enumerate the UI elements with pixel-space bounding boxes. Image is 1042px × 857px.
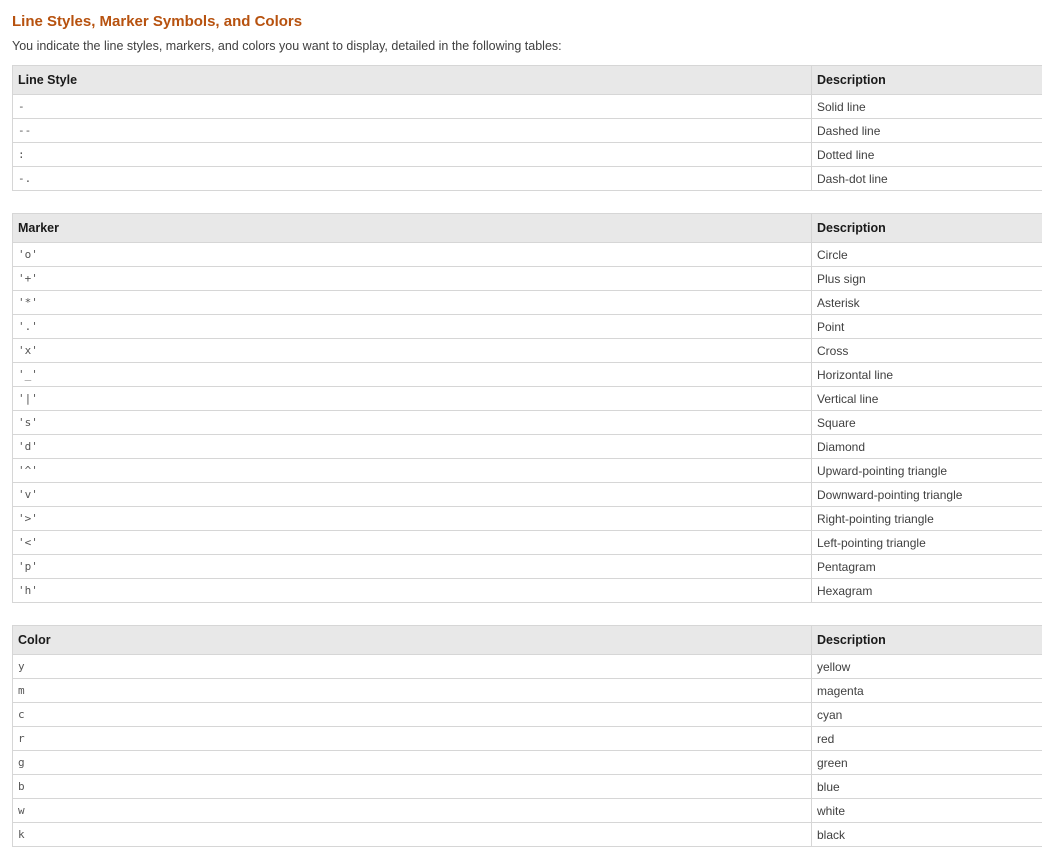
- description-cell: Hexagram: [812, 579, 1042, 603]
- table-header-row: [13, 66, 1042, 95]
- table-row: [13, 95, 1042, 119]
- page-title: Line Styles, Marker Symbols, and Colors: [12, 13, 303, 30]
- table-header-row: [13, 214, 1042, 243]
- code-cell: -.: [13, 167, 812, 191]
- intro-text: You indicate the line styles, markers, and colors you want to display, detailed in the following tables:: [12, 39, 562, 53]
- table-row: [13, 387, 1042, 411]
- table-row: [13, 799, 1042, 823]
- description-cell: blue: [812, 775, 1042, 799]
- marker-table: [12, 213, 1042, 603]
- table-row: [13, 267, 1042, 291]
- code-cell: y: [13, 655, 812, 679]
- description-cell: Square: [812, 411, 1042, 435]
- code-cell: '<': [13, 531, 812, 555]
- description-cell: Downward-pointing triangle: [812, 483, 1042, 507]
- description-cell: Vertical line: [812, 387, 1042, 411]
- table-row: [13, 411, 1042, 435]
- description-cell: white: [812, 799, 1042, 823]
- description-cell: magenta: [812, 679, 1042, 703]
- line-style-table: [12, 65, 1042, 191]
- code-cell: b: [13, 775, 812, 799]
- description-cell: Horizontal line: [812, 363, 1042, 387]
- description-cell: Right-pointing triangle: [812, 507, 1042, 531]
- table-row: [13, 167, 1042, 191]
- code-cell: 'o': [13, 243, 812, 267]
- code-cell: --: [13, 119, 812, 143]
- table-row: [13, 315, 1042, 339]
- description-cell: Cross: [812, 339, 1042, 363]
- code-cell: '*': [13, 291, 812, 315]
- code-cell: c: [13, 703, 812, 727]
- table-header-row: [13, 626, 1042, 655]
- table-row: [13, 655, 1042, 679]
- table-row: [13, 483, 1042, 507]
- table-row: [13, 579, 1042, 603]
- code-cell: k: [13, 823, 812, 847]
- table-row: [13, 703, 1042, 727]
- column-header-marker: Marker: [13, 214, 812, 243]
- table-row: [13, 555, 1042, 579]
- description-cell: cyan: [812, 703, 1042, 727]
- code-cell: 'x': [13, 339, 812, 363]
- code-cell: 'v': [13, 483, 812, 507]
- description-cell: red: [812, 727, 1042, 751]
- code-cell: '_': [13, 363, 812, 387]
- table-row: [13, 291, 1042, 315]
- code-cell: w: [13, 799, 812, 823]
- code-cell: 'p': [13, 555, 812, 579]
- description-cell: green: [812, 751, 1042, 775]
- code-cell: 's': [13, 411, 812, 435]
- code-cell: '>': [13, 507, 812, 531]
- code-cell: r: [13, 727, 812, 751]
- table-row: [13, 531, 1042, 555]
- code-cell: 'd': [13, 435, 812, 459]
- table-row: [13, 363, 1042, 387]
- description-cell: Dotted line: [812, 143, 1042, 167]
- table-row: [13, 823, 1042, 847]
- table-row: [13, 679, 1042, 703]
- description-cell: Pentagram: [812, 555, 1042, 579]
- code-cell: '.': [13, 315, 812, 339]
- description-cell: Circle: [812, 243, 1042, 267]
- description-cell: yellow: [812, 655, 1042, 679]
- description-cell: Point: [812, 315, 1042, 339]
- table-row: [13, 243, 1042, 267]
- code-cell: '+': [13, 267, 812, 291]
- description-cell: Dashed line: [812, 119, 1042, 143]
- description-cell: black: [812, 823, 1042, 847]
- column-header-color: Color: [13, 626, 812, 655]
- code-cell: :: [13, 143, 812, 167]
- description-cell: Asterisk: [812, 291, 1042, 315]
- code-cell: '^': [13, 459, 812, 483]
- description-cell: Dash-dot line: [812, 167, 1042, 191]
- description-cell: Diamond: [812, 435, 1042, 459]
- description-cell: Left-pointing triangle: [812, 531, 1042, 555]
- column-header-description: Description: [812, 626, 1042, 655]
- description-cell: Plus sign: [812, 267, 1042, 291]
- code-cell: g: [13, 751, 812, 775]
- column-header-description: Description: [812, 66, 1042, 95]
- code-cell: -: [13, 95, 812, 119]
- description-cell: Solid line: [812, 95, 1042, 119]
- table-row: [13, 727, 1042, 751]
- color-table: [12, 625, 1042, 847]
- column-header-description: Description: [812, 214, 1042, 243]
- code-cell: '|': [13, 387, 812, 411]
- column-header-line-style: Line Style: [13, 66, 812, 95]
- table-row: [13, 507, 1042, 531]
- table-row: [13, 775, 1042, 799]
- table-row: [13, 751, 1042, 775]
- table-row: [13, 143, 1042, 167]
- table-row: [13, 339, 1042, 363]
- code-cell: 'h': [13, 579, 812, 603]
- code-cell: m: [13, 679, 812, 703]
- description-cell: Upward-pointing triangle: [812, 459, 1042, 483]
- table-row: [13, 435, 1042, 459]
- table-row: [13, 119, 1042, 143]
- table-row: [13, 459, 1042, 483]
